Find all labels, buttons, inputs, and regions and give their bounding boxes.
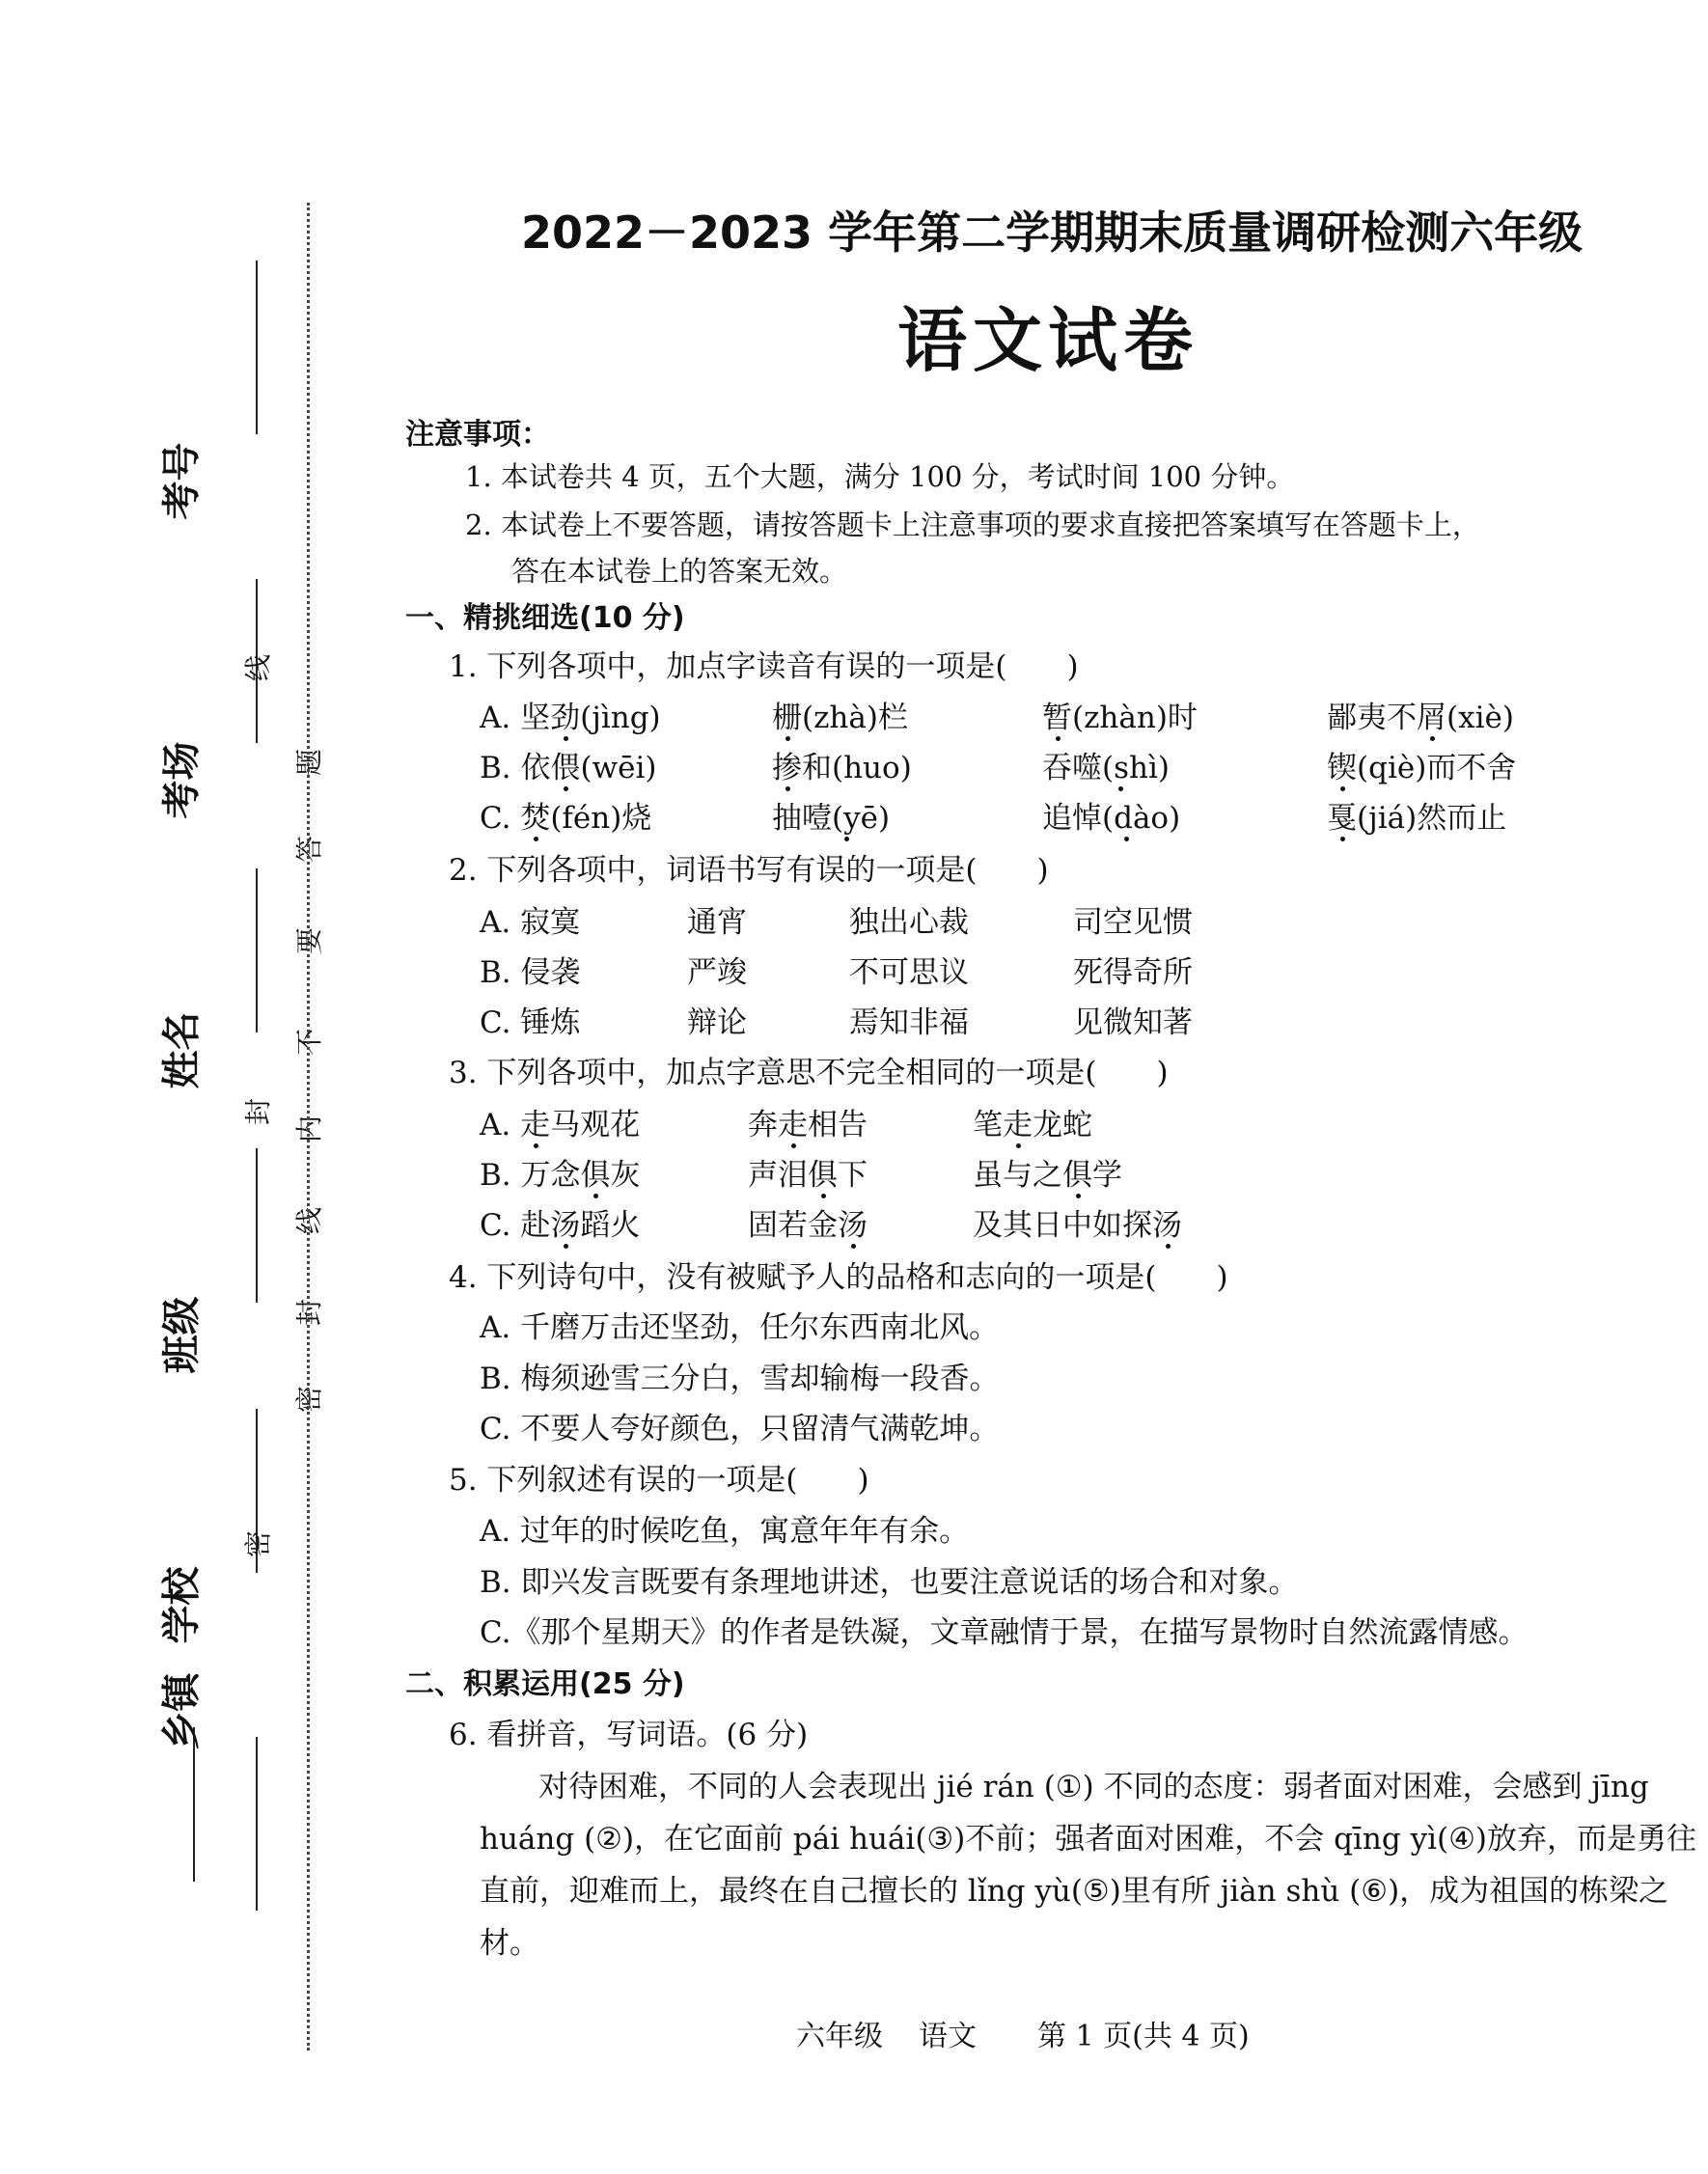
question-stem: 6. 看拼音，写词语。(6 分) bbox=[449, 1718, 809, 1752]
line-char: 密 bbox=[242, 1529, 275, 1558]
q4-option: A. 千磨万击还坚劲，任尔东西南北风。 bbox=[480, 1310, 1000, 1345]
seal-char: 内 bbox=[293, 1115, 326, 1143]
xingming-line[interactable] bbox=[256, 868, 258, 1032]
line-char: 封 bbox=[242, 1097, 275, 1126]
seal-char: 不 bbox=[293, 1028, 326, 1057]
kaohao-label: 考号 bbox=[159, 442, 205, 520]
q4-option: B. 梅须逊雪三分白，雪却输梅一段香。 bbox=[480, 1362, 1000, 1396]
kaochang-label: 考场 bbox=[159, 741, 205, 819]
xiangzhen-line[interactable] bbox=[256, 1737, 258, 1911]
question-stem: 1. 下列各项中，加点字读音有误的一项是( ) bbox=[449, 649, 1079, 684]
q6-passage-line: 直前，迎难而上，最终在自己擅长的 lǐng yù(⑤)里有所 jiàn shù (⑥)，成为祖国的栋梁之 bbox=[480, 1874, 1669, 1909]
section-title: 一、精挑细选(10 分) bbox=[405, 601, 685, 635]
footer-subject: 语文 bbox=[919, 2020, 977, 2053]
seal-char: 题 bbox=[293, 748, 326, 777]
q5-option: B. 即兴发言既要有条理地讲述，也要注意说话的场合和对象。 bbox=[480, 1565, 1299, 1600]
question-stem: 4. 下列诗句中，没有被赋予人的品格和志向的一项是( ) bbox=[449, 1260, 1228, 1295]
line-char: 线 bbox=[242, 653, 275, 682]
exam-title: 语文试卷 bbox=[897, 299, 1199, 381]
seal-char: 要 bbox=[293, 926, 326, 955]
exam-subtitle: 2022－2023 学年第二学期期末质量调研检测六年级 bbox=[521, 206, 1584, 259]
q6-passage-line: 材。 bbox=[480, 1926, 539, 1961]
question-stem: 2. 下列各项中，词语书写有误的一项是( ) bbox=[449, 853, 1049, 888]
q5-option: C.《那个星期天》的作者是铁凝，文章融情于景，在描写景物时自然流露情感。 bbox=[480, 1615, 1529, 1650]
kaohao-line[interactable] bbox=[256, 261, 258, 434]
seal-char: 答 bbox=[293, 835, 326, 864]
footer-page: 第 1 页(共 4 页) bbox=[1037, 2020, 1250, 2053]
q5-option: A. 过年的时候吃鱼，寓意年年有余。 bbox=[480, 1514, 970, 1549]
q6-passage-line: huáng (②)，在它面前 pái huái(③)不前；强者面对困难，不会 qīng yì(④)放弃，而是勇往 bbox=[480, 1822, 1696, 1857]
notice-label: 注意事项： bbox=[405, 418, 550, 452]
notice-item: 1. 本试卷共 4 页，五个大题，满分 100 分，考试时间 100 分钟。 bbox=[465, 460, 1295, 493]
question-stem: 3. 下列各项中，加点字意思不完全相同的一项是( ) bbox=[449, 1056, 1169, 1090]
xiangzhen-label: 乡镇 bbox=[159, 1672, 205, 1750]
section-title: 二、积累运用(25 分) bbox=[405, 1667, 685, 1701]
banji-label: 班级 bbox=[159, 1296, 205, 1374]
notice-item: 答在本试卷上的答案无效。 bbox=[511, 555, 848, 588]
school-write-line[interactable] bbox=[193, 1727, 195, 1882]
xuexiao-label: 学校 bbox=[159, 1566, 205, 1644]
seal-char: 线 bbox=[293, 1206, 326, 1235]
footer-grade: 六年级 bbox=[796, 2020, 883, 2053]
seal-char: 封 bbox=[293, 1298, 326, 1327]
seal-char: 密 bbox=[293, 1385, 326, 1414]
xingming-label: 姓名 bbox=[159, 1011, 205, 1089]
question-stem: 5. 下列叙述有误的一项是( ) bbox=[449, 1463, 869, 1498]
banji-line[interactable] bbox=[256, 1148, 258, 1303]
notice-item: 2. 本试卷上不要答题，请按答题卡上注意事项的要求直接把答案填写在答题卡上， bbox=[465, 509, 1480, 541]
q4-option: C. 不要人夸好颜色，只留清气满乾坤。 bbox=[480, 1412, 1000, 1446]
dotted-cut-line bbox=[307, 203, 310, 2050]
q6-passage-line: 对待困难，不同的人会表现出 jié rán (①) 不同的态度：弱者面对困难，会感到 jīng bbox=[538, 1770, 1649, 1804]
